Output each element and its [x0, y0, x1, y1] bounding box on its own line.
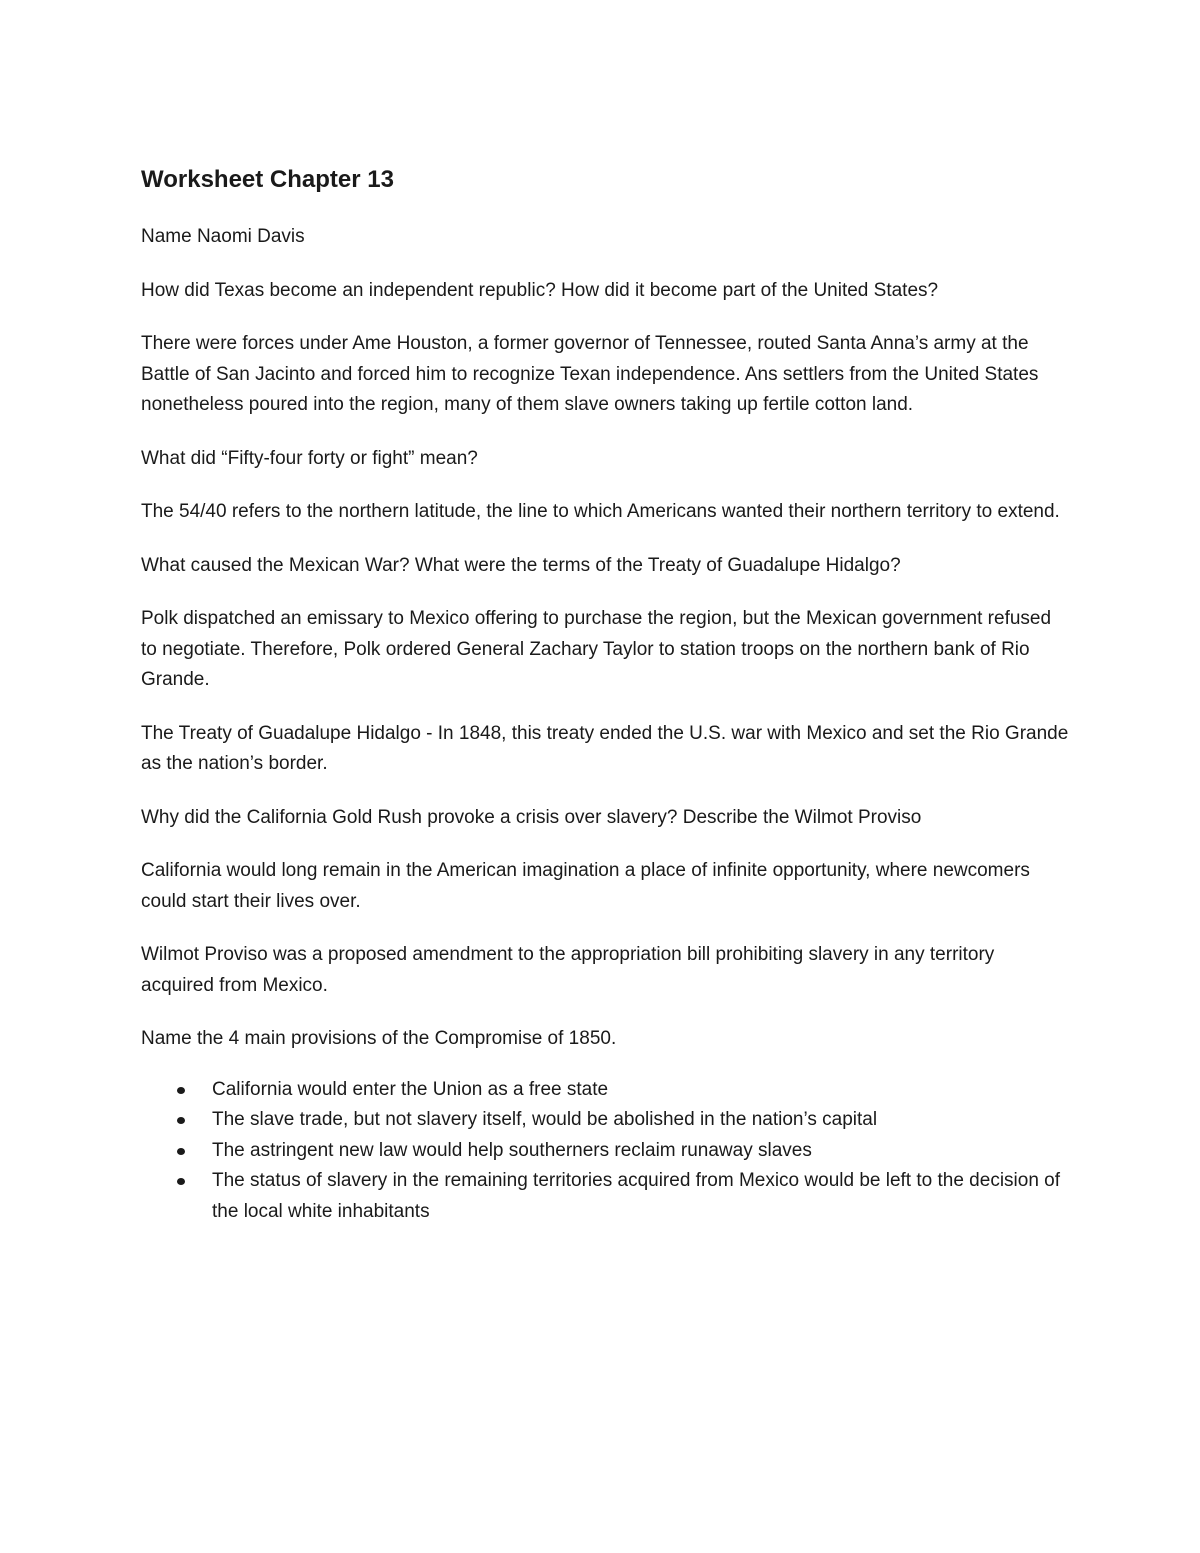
provision-text: California would enter the Union as a free state — [212, 1078, 609, 1100]
question-3: What caused the Mexican War? What were the terms of the Treaty of Guadalupe Hidalgo? — [141, 554, 901, 576]
list-item — [141, 1166, 1071, 1227]
answer-2: The 54/40 refers to the northern latitude, the line to which Americans wanted their northern territory to extend. — [141, 501, 1060, 522]
name-line: Name Naomi Davis — [141, 226, 305, 247]
page-title: Worksheet Chapter 13 — [141, 166, 394, 193]
provision-text: The status of slavery in the remaining territories acquired from Mexico would be left to the decision of the local white inhabitants — [212, 1170, 1061, 1222]
provision-text: The astringent new law would help southerners reclaim runaway slaves — [212, 1139, 812, 1161]
list-item — [141, 1105, 1071, 1136]
answer-1: There were forces under Ame Houston, a former governor of Tennessee, routed Santa Anna’s army at the Battle of San Jacinto and forced him to recognize Texan independence. Ans settlers from the United States nonetheless poured into the region, many of them slave owners taking up fertile cotton land. — [141, 333, 1039, 415]
question-2: What did “Fifty-four forty or fight” mean? — [141, 447, 478, 469]
bullet-icon — [177, 1178, 185, 1185]
list-item — [141, 1075, 1071, 1106]
question-4: Why did the California Gold Rush provoke a crisis over slavery? Describe the Wilmot Proviso — [141, 806, 922, 828]
answer-4a: California would long remain in the American imagination a place of infinite opportunity, where newcomers could start their lives over. — [141, 860, 1030, 912]
provisions-list — [141, 1075, 1071, 1228]
bullet-icon — [177, 1087, 185, 1094]
answer-4b: Wilmot Proviso was a proposed amendment to the appropriation bill prohibiting slavery in any territory acquired from Mexico. — [141, 944, 995, 996]
list-item — [141, 1136, 1071, 1167]
bullet-icon — [177, 1117, 185, 1124]
question-5: Name the 4 main provisions of the Compromise of 1850. — [141, 1028, 617, 1049]
provision-text: The slave trade, but not slavery itself, would be abolished in the nation’s capital — [212, 1109, 878, 1130]
answer-3a: Polk dispatched an emissary to Mexico offering to purchase the region, but the Mexican government refused to negotiate. Therefore, Polk ordered General Zachary Taylor to station troops on the northern bank of Rio Grande. — [141, 608, 1052, 690]
answer-3b: The Treaty of Guadalupe Hidalgo - In 1848, this treaty ended the U.S. war with Mexico and set the Rio Grande as the nation’s border. — [141, 722, 1069, 774]
document-body — [141, 160, 1071, 1227]
question-1: How did Texas become an independent republic? How did it become part of the United States? — [141, 279, 939, 301]
bullet-icon — [177, 1148, 185, 1155]
